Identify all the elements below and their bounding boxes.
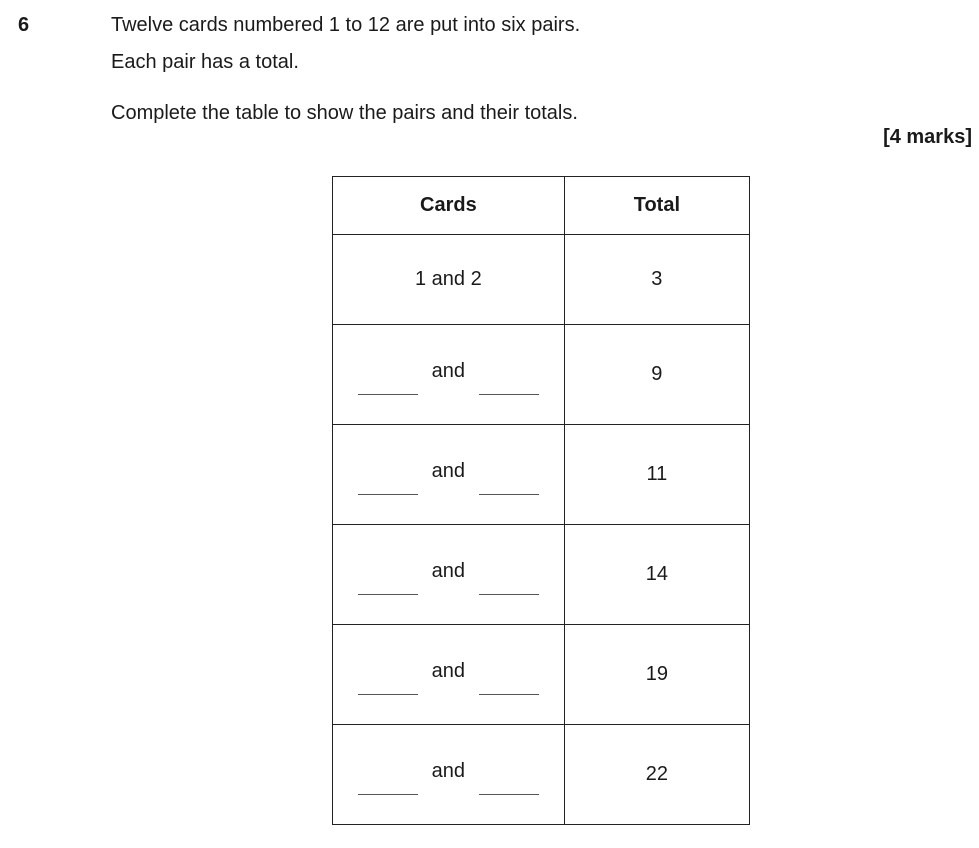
marks-label: [4 marks] [883, 126, 972, 148]
and-connector: and [431, 460, 466, 482]
table-row [333, 235, 750, 325]
table-row [333, 325, 750, 425]
question-text-line-2: Each pair has a total. [111, 51, 299, 73]
table-header-row [333, 177, 750, 235]
question-instruction: Complete the table to show the pairs and their totals. [111, 102, 578, 124]
total-cell: 19 [564, 625, 749, 725]
cards-cell [333, 525, 565, 625]
second-card-answer-blank[interactable] [479, 772, 539, 795]
question-number: 6 [18, 14, 30, 36]
first-card-answer-blank[interactable] [358, 772, 418, 795]
and-connector: and [431, 760, 466, 782]
and-connector: and [431, 660, 466, 682]
table-row [333, 625, 750, 725]
cards-cell [333, 625, 565, 725]
cards-cell [333, 425, 565, 525]
header-total: Total [564, 177, 749, 235]
table-row [333, 425, 750, 525]
first-card-answer-blank[interactable] [358, 572, 418, 595]
question-text-line-1: Twelve cards numbered 1 to 12 are put into six pairs. [111, 14, 581, 36]
cards-cell-example: 1 and 2 [333, 235, 565, 325]
total-cell: 22 [564, 725, 749, 825]
table-row [333, 725, 750, 825]
total-cell-example: 3 [564, 235, 749, 325]
second-card-answer-blank[interactable] [479, 472, 539, 495]
total-cell: 9 [564, 325, 749, 425]
and-connector: and [431, 560, 466, 582]
total-cell: 11 [564, 425, 749, 525]
second-card-answer-blank[interactable] [479, 672, 539, 695]
first-card-answer-blank[interactable] [358, 472, 418, 495]
second-card-answer-blank[interactable] [479, 372, 539, 395]
and-connector: and [431, 360, 466, 382]
cards-cell [333, 725, 565, 825]
cards-cell [333, 325, 565, 425]
header-cards: Cards [333, 177, 565, 235]
total-cell: 14 [564, 525, 749, 625]
first-card-answer-blank[interactable] [358, 672, 418, 695]
pairs-table [332, 176, 750, 825]
table-row [333, 525, 750, 625]
second-card-answer-blank[interactable] [479, 572, 539, 595]
first-card-answer-blank[interactable] [358, 372, 418, 395]
